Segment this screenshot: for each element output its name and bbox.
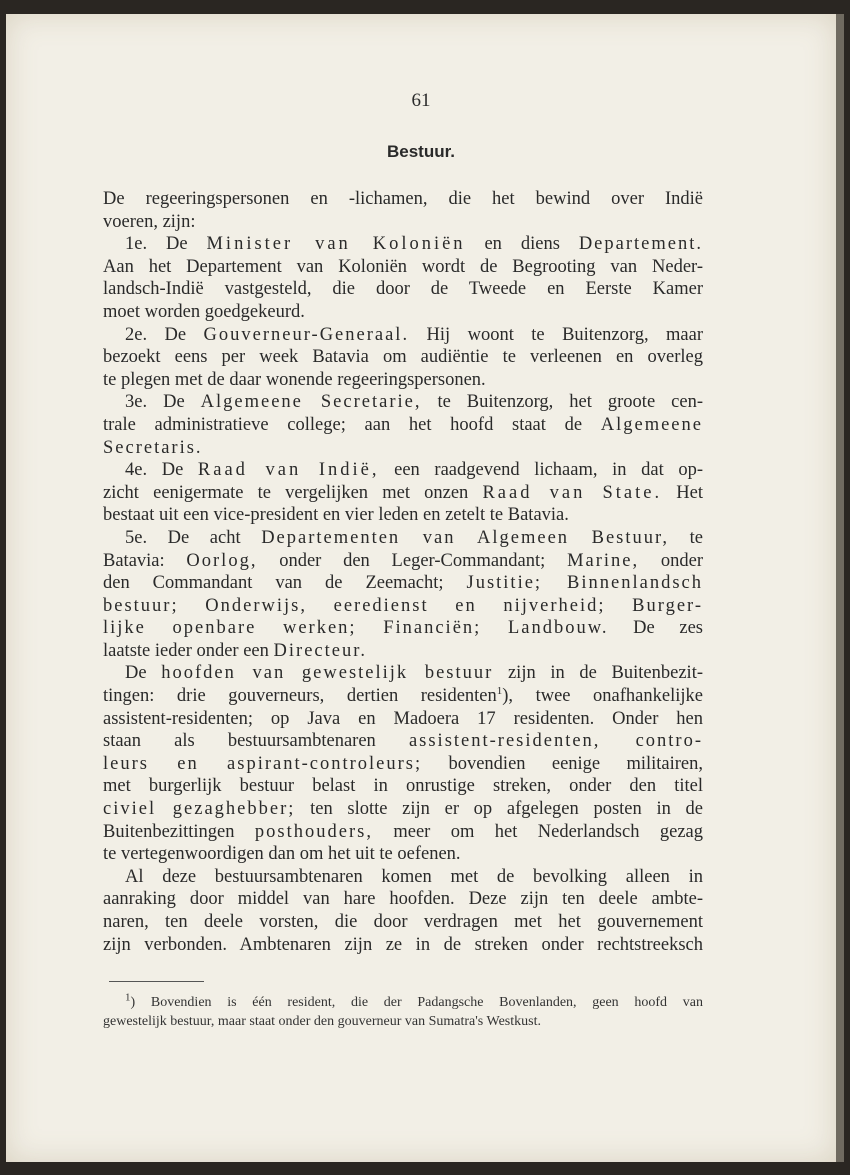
text-line: bestaat uit een vice-president en vier leden en zetelt te Batavia. [103,505,569,526]
text-line: De hoofden van gewestelijk bestuur zijn in de Buitenbezit- [125,663,703,684]
text-line: den Commandant van de Zeemacht; Justitie; Binnenlandsch [103,573,703,594]
text-line: 4e. De Raad van Indië, een raadgevend lichaam, in dat op- [125,460,703,481]
footnote-line: $^1$) Bovendien is één resident, die der Padangsche Bovenlanden, geen hoofd van [125,991,703,1010]
text-line: bestuur; Onderwijs, eeredienst en nijverheid; Burger- [103,595,703,616]
text-line: staan als bestuursambtenaren assistent-residenten, contro- [103,731,703,752]
text-line: civiel gezaghebber; ten slotte zijn er op afgelegen posten in de [103,799,704,820]
text-line: bezoekt eens per week Batavia om audiëntie te verleenen en overleg [103,347,703,368]
text-line: lijke openbare werken; Financiën; Landbouw. De zes [103,618,703,639]
text-line: aanraking door middel van hare hoofden. Deze zijn ten deele ambte- [103,889,703,910]
book-page [6,14,836,1162]
text-line: Buitenbezittingen posthouders, meer om het Nederlandsch gezag [103,821,703,842]
footnote-line: gewestelijk bestuur, maar staat onder den gouverneur van Sumatra's Westkust. [103,1014,541,1029]
text-line: Aan het Departement van Koloniën wordt de Begrooting van Neder- [103,256,703,277]
text-line: assistent-residenten; op Java en Madoera 17 residenten. Onder hen [103,708,703,729]
text-line: met burgerlijk bestuur belast in onrustige streken, onder den titel [103,776,703,797]
body-text [103,188,703,956]
text-line: te plegen met de daar wonende regeeringspersonen. [103,369,486,390]
text-line: Batavia: Oorlog, onder den Leger-Commandant; Marine, onder [103,550,704,571]
text-line: Al deze bestuursambtenaren komen met de bevolking alleen in [125,866,703,887]
text-line: laatste ieder onder een Directeur. [103,640,367,661]
text-line: leurs en aspirant-controleurs; bovendien eenige militairen, [103,753,703,774]
text-line: landsch-Indië vastgesteld, die door de Tweede en Eerste Kamer [103,279,703,300]
footnote [103,993,703,1031]
footnote-marker: 1 [125,991,131,1004]
text-line: naren, ten deele vorsten, die door verdragen met het gouvernement [103,912,703,932]
text-line: voeren, zijn: [103,211,196,232]
text-line: 3e. De Algemeene Secretarie, te Buitenzorg, het groote cen- [125,392,703,413]
footnote-divider [109,981,204,982]
text-line: te vertegenwoordigen dan om het uit te oefenen. [103,844,461,865]
page-edge [836,14,844,1162]
text-line: 5e. De acht Departementen van Algemeen Bestuur, te [125,527,703,548]
section-heading: Bestuur. [386,142,456,161]
page-number: 61 [411,90,431,111]
text-line: trale administratieve college; aan het hoofd staat de Algemeene [103,414,703,435]
text-line: De regeeringspersonen en -lichamen, die het bewind over Indië [103,189,703,209]
text-line: Secretaris. [103,437,203,458]
footnote-ref: 1 [496,684,503,697]
text-line: 2e. De Gouverneur-Generaal. Hij woont te Buitenzorg, maar [125,324,703,345]
text-line: 1e. De Minister van Koloniën en diens Departement. [125,234,703,255]
text-line: moet worden goedgekeurd. [103,301,305,322]
text-line: tingen: drie gouverneurs, dertien residenten$^1$), twee onafhankelijke [103,684,703,707]
text-line: zijn verbonden. Ambtenaren zijn ze in de streken onder rechtstreeksch [103,934,703,955]
text-line: zicht eenigermate te vergelijken met onzen Raad van State. Het [103,482,703,503]
